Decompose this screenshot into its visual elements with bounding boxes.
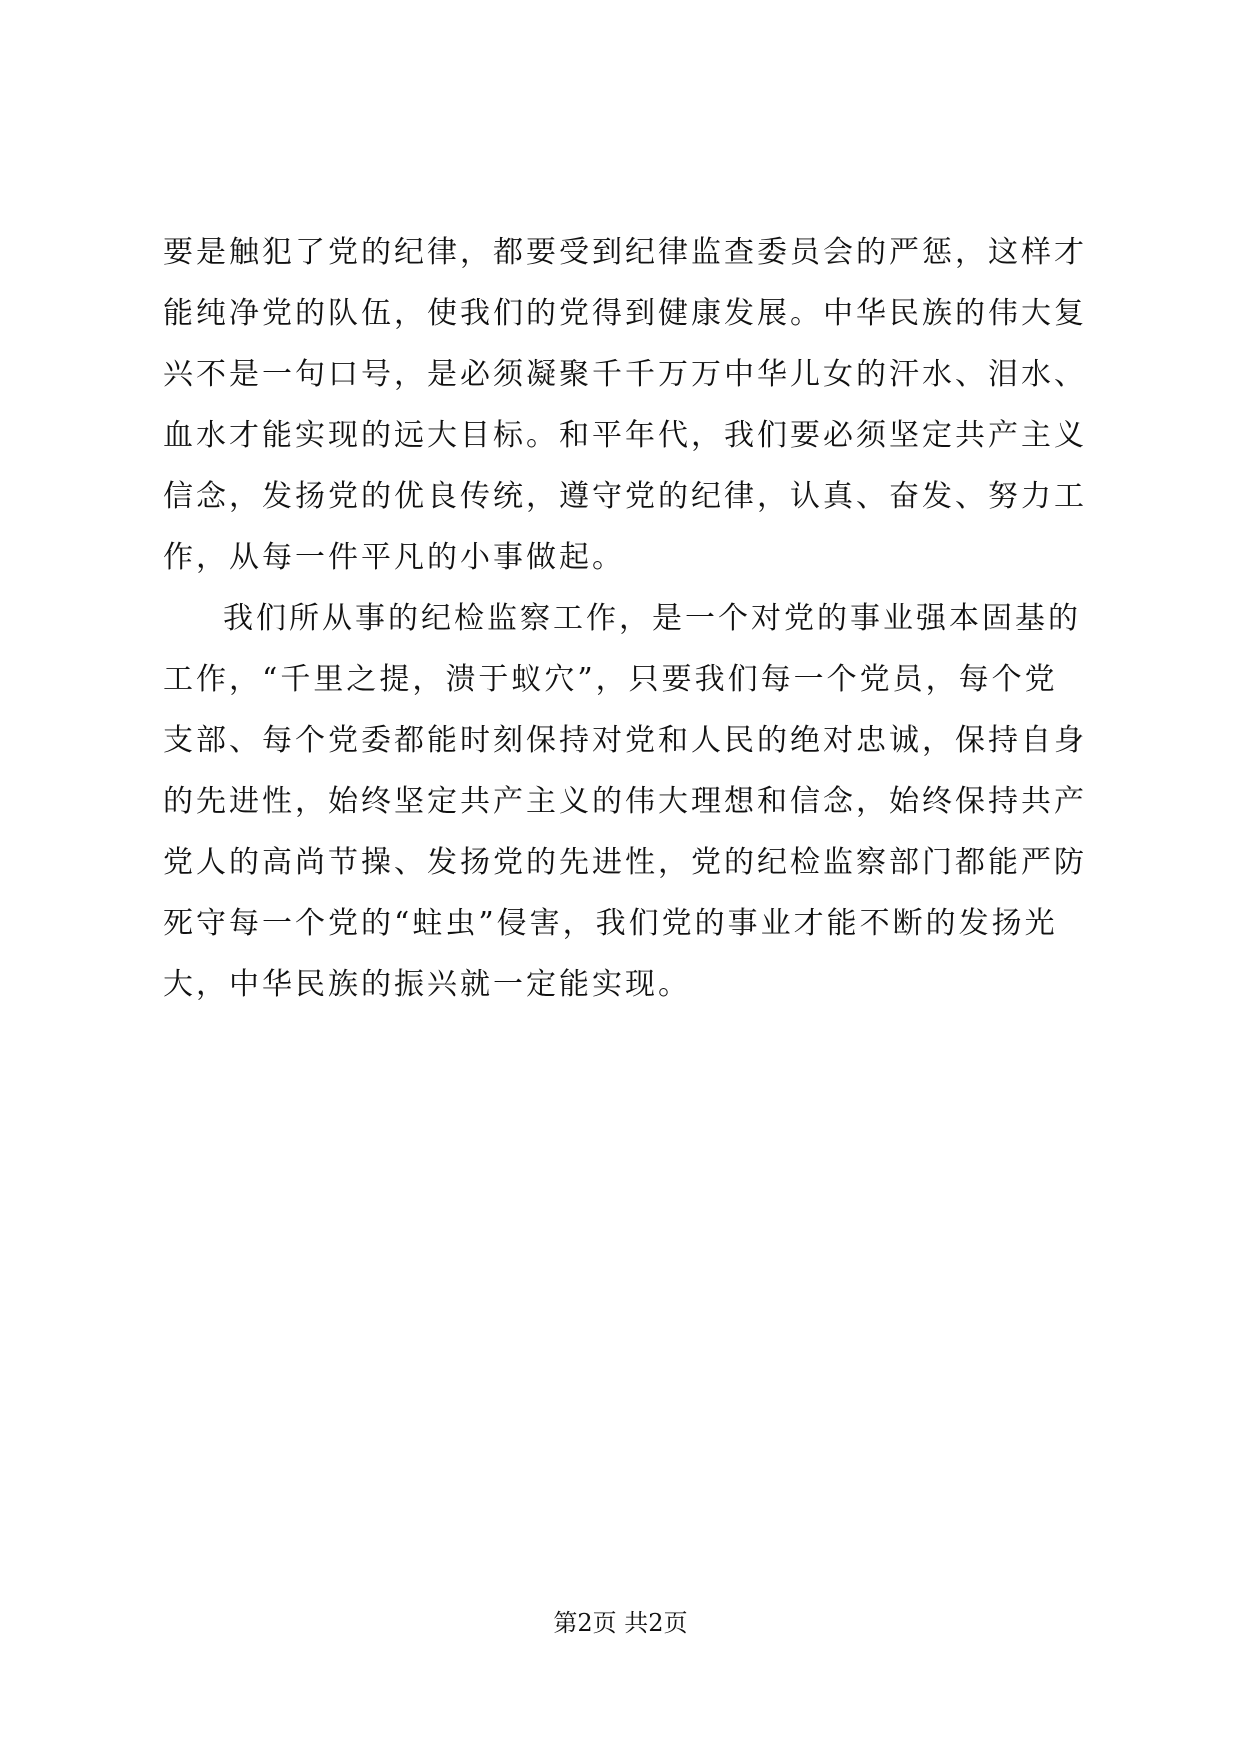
text-line: 工作，“千里之提，溃于蚁穴”，只要我们每一个党员，每个党 <box>163 662 1058 697</box>
text-line: 的先进性，始终坚定共产主义的伟大理想和信念，始终保持共产 <box>163 784 1087 819</box>
text-line: 大，中华民族的振兴就一定能实现。 <box>163 967 691 1002</box>
text-line: 死守每一个党的“蛀虫”侵害，我们党的事业才能不断的发扬光 <box>163 906 1058 941</box>
text-line: 我们所从事的纪检监察工作，是一个对党的事业强本固基的 <box>223 601 1081 636</box>
text-line: 能纯净党的队伍，使我们的党得到健康发展。中华民族的伟大复 <box>163 296 1087 331</box>
text-line: 兴不是一句口号，是必须凝聚千千万万中华儿女的汗水、泪水、 <box>163 357 1087 392</box>
text-line: 作，从每一件平凡的小事做起。 <box>163 540 625 575</box>
text-line: 血水才能实现的远大目标。和平年代，我们要必须坚定共产主义 <box>163 418 1087 453</box>
text-line: 信念，发扬党的优良传统，遵守党的纪律，认真、奋发、努力工 <box>163 479 1087 514</box>
text-line: 要是触犯了党的纪律，都要受到纪律监查委员会的严惩，这样才 <box>163 235 1087 270</box>
paragraph-2 <box>163 588 1093 1015</box>
page-footer: 第2页 共2页 <box>553 1609 688 1637</box>
paragraph-1 <box>163 222 1093 588</box>
text-line: 党人的高尚节操、发扬党的先进性，党的纪检监察部门都能严防 <box>163 845 1087 880</box>
text-line: 支部、每个党委都能时刻保持对党和人民的绝对忠诚，保持自身 <box>163 723 1087 758</box>
document-body <box>163 222 1093 1015</box>
